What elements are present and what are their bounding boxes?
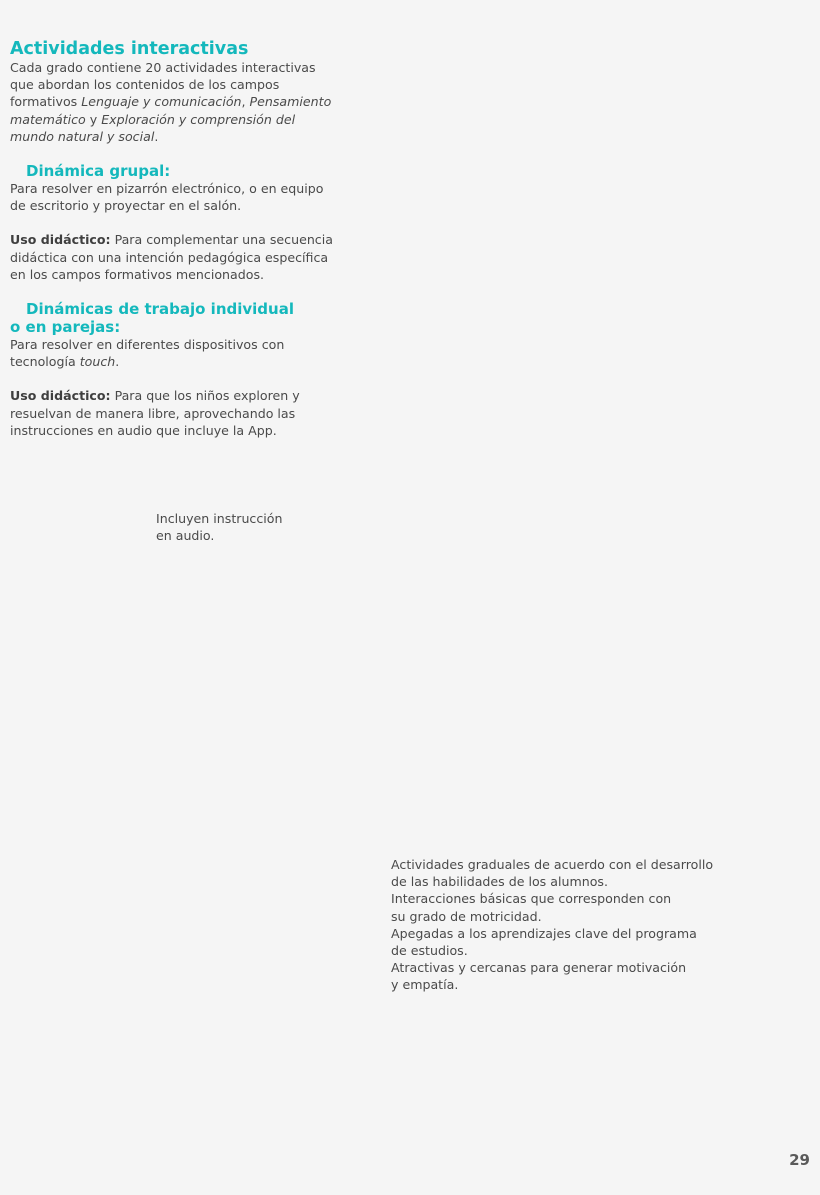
individual-dynamic-heading: Dinámicas de trabajo individual o en parejas: — [10, 300, 294, 336]
individual-didactic-use: Uso didáctico: Para que los niños exploren y resuelvan de manera libre, aprovechando las instrucciones en audio que incluye la App. — [10, 388, 300, 438]
feature-line: y empatía. — [391, 977, 459, 993]
feature-line: Apegadas a los aprendizajes clave del programa — [391, 925, 697, 941]
feature-line: su grado de motricidad. — [391, 908, 542, 924]
feature-line: de las habilidades de los alumnos. — [391, 874, 608, 890]
feature-line: de estudios. — [391, 943, 468, 959]
feature-line: Atractivas y cercanas para generar motivación — [391, 960, 687, 976]
group-dynamic-section — [10, 162, 340, 283]
individual-dynamic-description: Para resolver en diferentes dispositivos con tecnología touch. — [10, 337, 285, 370]
group-didactic-use: Uso didáctico: Para complementar una secuencia didáctica con una intención pedagógica específica en los campos formativos mencionados. — [10, 232, 333, 282]
group-dynamic-heading: Dinámica grupal: — [26, 162, 171, 180]
individual-dynamic-section — [10, 300, 340, 439]
feature-line: Interacciones básicas que corresponden con — [391, 891, 672, 907]
intro-paragraph: Cada grado contiene 20 actividades interactivas que abordan los contenidos de los campos formativos Lenguaje y comunicación, Pensamiento matemático y Exploración y comprensión del mundo natural y social. — [10, 60, 332, 144]
feature-line: Actividades graduales de acuerdo con el desarrollo — [391, 857, 714, 872]
intro-section — [10, 39, 340, 145]
page-number: 29 — [789, 1151, 810, 1169]
audio-note: Incluyen instrucción en audio. — [156, 511, 283, 544]
features-list — [391, 856, 713, 994]
page-title: Actividades interactivas — [10, 39, 249, 59]
group-dynamic-description: Para resolver en pizarrón electrónico, o en equipo de escritorio y proyectar en el salón. — [10, 181, 324, 214]
